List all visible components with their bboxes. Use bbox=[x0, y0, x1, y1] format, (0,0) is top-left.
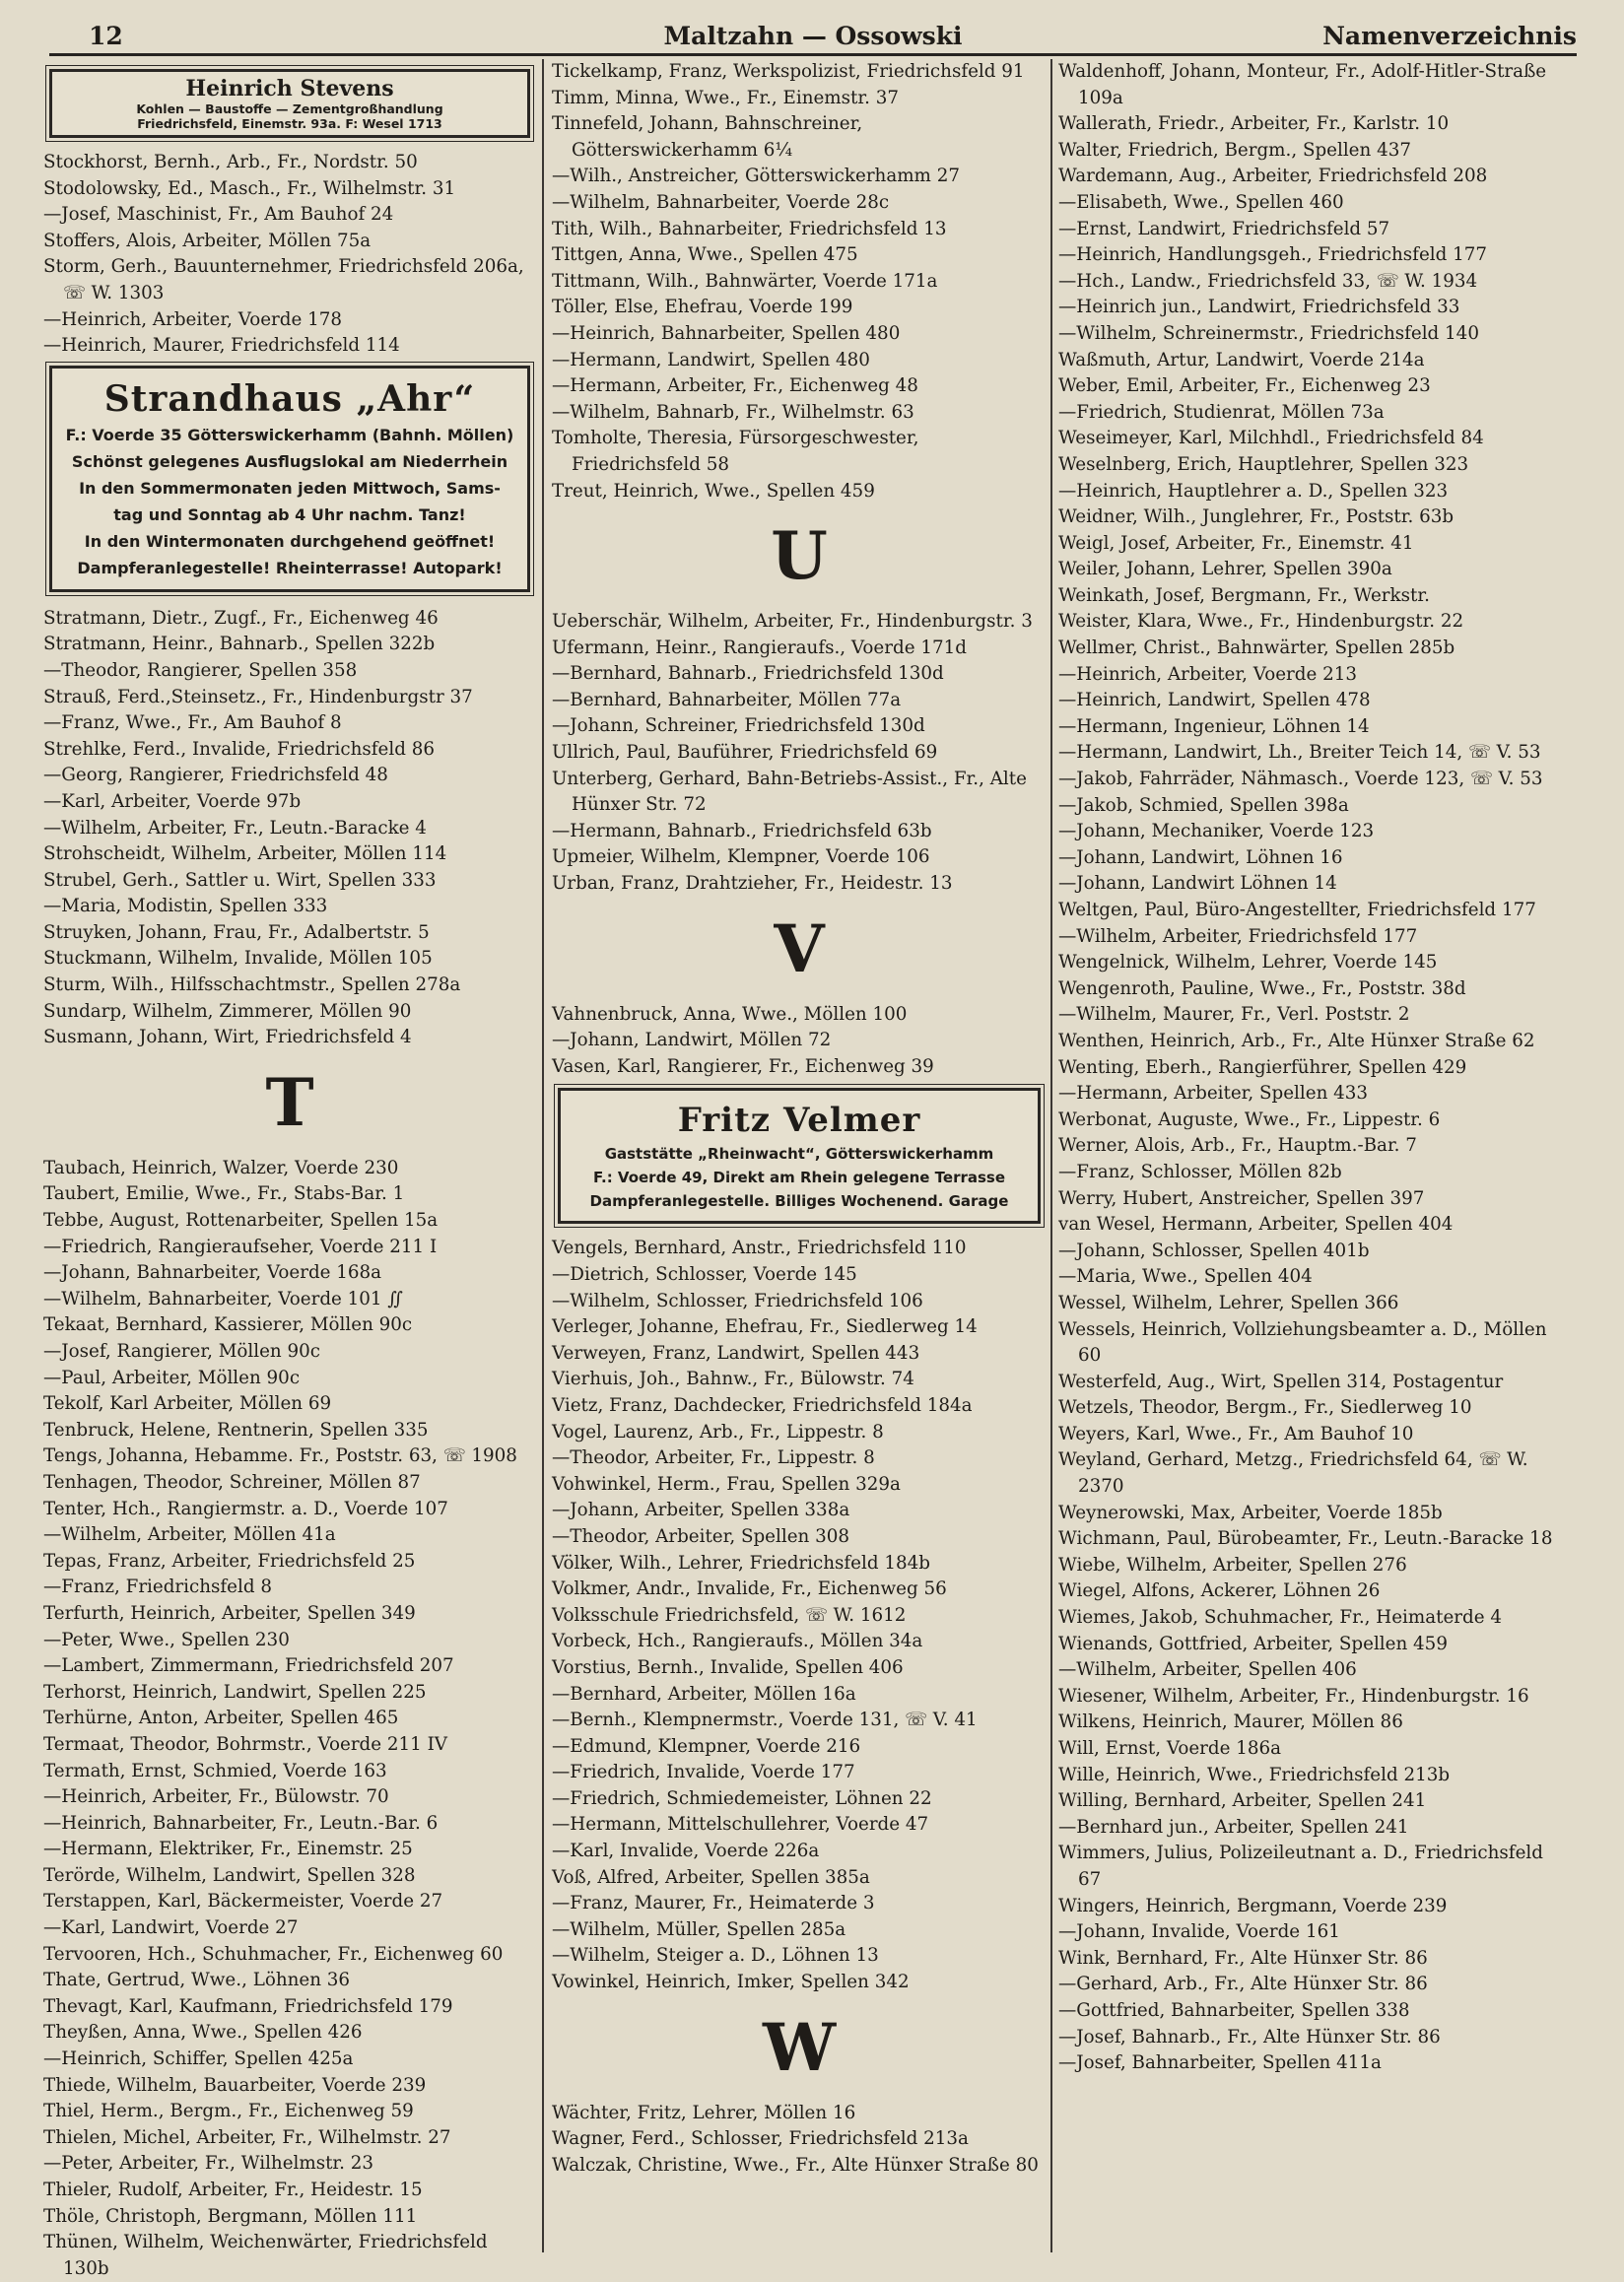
directory-entry: Tomholte, Theresia, Fürsorgeschwester, Friedrichsfeld 58 bbox=[552, 428, 919, 475]
directory-entry: Vahnenbruck, Anna, Wwe., Möllen 100 bbox=[552, 1003, 908, 1025]
entry-list bbox=[552, 1002, 1047, 1081]
directory-entry: —Friedrich, Rangieraufseher, Voerde 211 I bbox=[43, 1236, 438, 1257]
directory-entry: Wimmers, Julius, Polizeileutnant a. D., Friedrichsfeld 67 bbox=[1058, 1843, 1543, 1890]
column-divider bbox=[542, 59, 544, 2252]
directory-entry: Waldenhoff, Johann, Monteur, Fr., Adolf-Hitler-Straße 109a bbox=[1058, 61, 1547, 108]
directory-entry: —Johann, Landwirt, Löhnen 16 bbox=[1058, 846, 1343, 868]
directory-entry: —Heinrich, Arbeiter, Voerde 178 bbox=[43, 308, 343, 330]
directory-entry: Volkmer, Andr., Invalide, Fr., Eichenweg 56 bbox=[552, 1578, 947, 1600]
directory-entry: Wenthen, Heinrich, Arb., Fr., Alte Hünxer Straße 62 bbox=[1058, 1030, 1535, 1051]
directory-entry: Wiemes, Jakob, Schuhmacher, Fr., Heimaterde 4 bbox=[1058, 1607, 1502, 1629]
directory-entry: van Wesel, Hermann, Arbeiter, Spellen 404 bbox=[1058, 1214, 1454, 1236]
directory-entry: —Georg, Rangierer, Friedrichsfeld 48 bbox=[43, 765, 388, 786]
entry-list bbox=[43, 150, 536, 360]
directory-entry: —Gottfried, Bahnarbeiter, Spellen 338 bbox=[1058, 1999, 1410, 2021]
directory-entry: Wengelnick, Wilhelm, Lehrer, Voerde 145 bbox=[1058, 952, 1438, 973]
directory-entry: —Hermann, Arbeiter, Spellen 433 bbox=[1058, 1083, 1369, 1105]
ad-line: Schönst gelegenes Ausflugslokal am Niederrhein bbox=[71, 451, 508, 471]
directory-entry: —Hch., Landw., Friedrichsfeld 33, ☏ W. 1934 bbox=[1058, 270, 1478, 292]
directory-entry: Vasen, Karl, Rangierer, Fr., Eichenweg 39 bbox=[552, 1055, 934, 1077]
directory-entry: —Karl, Arbeiter, Voerde 97b bbox=[43, 790, 302, 812]
directory-entry: Willing, Bernhard, Arbeiter, Spellen 241 bbox=[1058, 1790, 1427, 1812]
directory-entry: Stodolowsky, Ed., Masch., Fr., Wilhelmstr. 31 bbox=[43, 177, 456, 199]
directory-entry: Thate, Gertrud, Wwe., Löhnen 36 bbox=[43, 1970, 351, 1991]
directory-entry: Sturm, Wilh., Hilfsschachtmstr., Spellen 278a bbox=[43, 974, 461, 996]
directory-entry: Vohwinkel, Herm., Frau, Spellen 329a bbox=[552, 1473, 901, 1495]
directory-entry: —Theodor, Rangierer, Spellen 358 bbox=[43, 659, 358, 681]
ad-line: Dampferanlegestelle! Rheinterrasse! Autopark! bbox=[77, 558, 503, 577]
directory-entry: Termath, Ernst, Schmied, Voerde 163 bbox=[43, 1760, 387, 1781]
directory-entry: —Hermann, Landwirt, Spellen 480 bbox=[552, 349, 870, 370]
directory-entry: —Hermann, Mittelschullehrer, Voerde 47 bbox=[552, 1814, 929, 1836]
section-letter-t: T bbox=[265, 1063, 314, 1141]
directory-entry: Terhürne, Anton, Arbeiter, Spellen 465 bbox=[43, 1708, 399, 1729]
ad-line: Kohlen — Baustoffe — Zementgroßhandlung bbox=[136, 101, 443, 116]
directory-entry: —Maria, Wwe., Spellen 404 bbox=[1058, 1266, 1313, 1288]
directory-entry: Weyland, Gerhard, Metzg., Friedrichsfeld 64, ☏ W. 2370 bbox=[1058, 1449, 1528, 1498]
directory-entry: Vorstius, Bernh., Invalide, Spellen 406 bbox=[552, 1656, 904, 1678]
directory-entry: Wichmann, Paul, Bürobeamter, Fr., Leutn.-Baracke 18 bbox=[1058, 1528, 1553, 1550]
directory-entry: —Josef, Bahnarb., Fr., Alte Hünxer Str. 86 bbox=[1058, 2026, 1441, 2047]
directory-entry: —Wilhelm, Arbeiter, Friedrichsfeld 177 bbox=[1058, 925, 1418, 947]
directory-entry: —Heinrich, Handlungsgeh., Friedrichsfeld 177 bbox=[1058, 244, 1488, 266]
directory-entry: Upmeier, Wilhelm, Klempner, Voerde 106 bbox=[552, 846, 930, 868]
directory-entry: —Heinrich, Arbeiter, Fr., Bülowstr. 70 bbox=[43, 1786, 389, 1808]
directory-entry: Wagner, Ferd., Schlosser, Friedrichsfeld 213a bbox=[552, 2128, 969, 2150]
directory-entry: —Karl, Invalide, Voerde 226a bbox=[552, 1841, 820, 1862]
directory-entry: Treut, Heinrich, Wwe., Spellen 459 bbox=[552, 480, 875, 502]
directory-entry: Wiebe, Wilhelm, Arbeiter, Spellen 276 bbox=[1058, 1554, 1407, 1576]
directory-entry: Thevagt, Karl, Kaufmann, Friedrichsfeld 179 bbox=[43, 1995, 453, 2017]
directory-entry: —Josef, Rangierer, Möllen 90c bbox=[43, 1341, 321, 1362]
directory-entry: Weselnberg, Erich, Hauptlehrer, Spellen 323 bbox=[1058, 453, 1469, 475]
directory-entry: —Peter, Wwe., Spellen 230 bbox=[43, 1629, 290, 1650]
directory-entry: Ullrich, Paul, Bauführer, Friedrichsfeld 69 bbox=[552, 742, 938, 764]
directory-entry: Termaat, Theodor, Bohrmstr., Voerde 211 IV bbox=[43, 1733, 448, 1755]
directory-entry: Vietz, Franz, Dachdecker, Friedrichsfeld 184a bbox=[552, 1394, 973, 1416]
ad-line: Friedrichsfeld, Einemstr. 93a. F: Wesel 1713 bbox=[137, 116, 442, 131]
section-title: Namenverzeichnis bbox=[1322, 22, 1577, 50]
directory-entry: Terörde, Wilhelm, Landwirt, Spellen 328 bbox=[43, 1864, 416, 1886]
ad-line: Dampferanlegestelle. Billiges Wochenend. Garage bbox=[589, 1192, 1009, 1211]
directory-entry: Struyken, Johann, Frau, Fr., Adalbertstr. 5 bbox=[43, 921, 430, 943]
directory-entry: Walter, Friedrich, Bergm., Spellen 437 bbox=[1058, 139, 1411, 161]
directory-entry: —Wilhelm, Maurer, Fr., Verl. Poststr. 2 bbox=[1058, 1004, 1410, 1026]
page-header bbox=[49, 20, 1577, 56]
directory-entry: —Franz, Maurer, Fr., Heimaterde 3 bbox=[552, 1893, 875, 1914]
page-number: 12 bbox=[89, 22, 123, 50]
directory-entry: Völker, Wilh., Lehrer, Friedrichsfeld 184b bbox=[552, 1552, 930, 1574]
directory-entry: —Wilhelm, Müller, Spellen 285a bbox=[552, 1918, 846, 1940]
directory-entry: —Friedrich, Schmiedemeister, Löhnen 22 bbox=[552, 1787, 932, 1809]
directory-entry: Waßmuth, Artur, Landwirt, Voerde 214a bbox=[1058, 349, 1425, 370]
directory-entry: Terstappen, Karl, Bäckermeister, Voerde 27 bbox=[43, 1891, 443, 1913]
directory-entry: Tengs, Johanna, Hebamme. Fr., Poststr. 63, ☏ 1908 bbox=[43, 1445, 517, 1467]
column-3 bbox=[1058, 59, 1557, 2258]
directory-entry: Wink, Bernhard, Fr., Alte Hünxer Str. 86 bbox=[1058, 1947, 1428, 1969]
directory-entry: —Bernhard jun., Arbeiter, Spellen 241 bbox=[1058, 1816, 1409, 1838]
advertisement-stevens bbox=[49, 69, 530, 138]
directory-entry: Werbonat, Auguste, Wwe., Fr., Lippestr. 6 bbox=[1058, 1108, 1441, 1130]
directory-entry: —Wilhelm, Arbeiter, Spellen 406 bbox=[1058, 1659, 1357, 1681]
directory-entry: Voß, Alfred, Arbeiter, Spellen 385a bbox=[552, 1866, 870, 1888]
directory-entry: —Johann, Arbeiter, Spellen 338a bbox=[552, 1500, 850, 1521]
directory-entry: Sundarp, Wilhelm, Zimmerer, Möllen 90 bbox=[43, 1000, 412, 1022]
directory-entry: Weseimeyer, Karl, Milchhdl., Friedrichsfeld 84 bbox=[1058, 428, 1484, 449]
directory-entry: —Wilhelm, Schreinermstr., Friedrichsfeld 140 bbox=[1058, 322, 1479, 344]
ad-name: Heinrich Stevens bbox=[185, 76, 394, 101]
directory-entry: —Hermann, Elektriker, Fr., Einemstr. 25 bbox=[43, 1839, 413, 1860]
directory-entry: Taubert, Emilie, Wwe., Fr., Stabs-Bar. 1 bbox=[43, 1183, 405, 1205]
directory-entry: Vogel, Laurenz, Arb., Fr., Lippestr. 8 bbox=[552, 1421, 884, 1443]
directory-entry: —Bernhard, Arbeiter, Möllen 16a bbox=[552, 1683, 856, 1705]
directory-entry: Vengels, Bernhard, Anstr., Friedrichsfeld 110 bbox=[552, 1238, 967, 1259]
directory-entry: Wienands, Gottfried, Arbeiter, Spellen 459 bbox=[1058, 1633, 1448, 1654]
directory-entry: —Josef, Bahnarbeiter, Spellen 411a bbox=[1058, 2052, 1382, 2074]
directory-entry: Volksschule Friedrichsfeld, ☏ W. 1612 bbox=[552, 1604, 907, 1626]
directory-entry: Tenbruck, Helene, Rentnerin, Spellen 335 bbox=[43, 1419, 429, 1441]
directory-entry: —Johann, Invalide, Voerde 161 bbox=[1058, 1921, 1340, 1943]
directory-entry: Stratmann, Dietr., Zugf., Fr., Eichenweg 46 bbox=[43, 607, 439, 629]
directory-entry: Weiler, Johann, Lehrer, Spellen 390a bbox=[1058, 559, 1392, 580]
directory-entry: Theyßen, Anna, Wwe., Spellen 426 bbox=[43, 2022, 363, 2044]
advertisement-fritz-velmer bbox=[558, 1088, 1041, 1224]
directory-entry: —Peter, Arbeiter, Fr., Wilhelmstr. 23 bbox=[43, 2153, 374, 2175]
directory-entry: Wellmer, Christ., Bahnwärter, Spellen 285b bbox=[1058, 638, 1455, 659]
directory-entry: Terfurth, Heinrich, Arbeiter, Spellen 349 bbox=[43, 1602, 416, 1624]
ad-line: Gaststätte „Rheinwacht“, Götterswickerhamm bbox=[604, 1145, 994, 1164]
directory-entry: Westerfeld, Aug., Wirt, Spellen 314, Postagentur bbox=[1058, 1371, 1504, 1392]
directory-entry: Tittmann, Wilh., Bahnwärter, Voerde 171a bbox=[552, 270, 938, 292]
directory-entry: —Johann, Schlosser, Spellen 401b bbox=[1058, 1240, 1370, 1261]
directory-entry: —Dietrich, Schlosser, Voerde 145 bbox=[552, 1264, 857, 1285]
directory-entry: —Jakob, Fahrräder, Nähmasch., Voerde 123, ☏ V. 53 bbox=[1058, 769, 1543, 790]
directory-entry: Walczak, Christine, Wwe., Fr., Alte Hünxer Straße 80 bbox=[552, 2154, 1039, 2176]
directory-entry: —Bernhard, Bahnarb., Friedrichsfeld 130d bbox=[552, 663, 944, 685]
ad-line: tag und Sonntag ab 4 Uhr nachm. Tanz! bbox=[113, 504, 466, 524]
directory-entry: —Wilhelm, Arbeiter, Möllen 41a bbox=[43, 1524, 336, 1546]
directory-entry: Tittgen, Anna, Wwe., Spellen 475 bbox=[552, 244, 858, 266]
directory-entry: —Josef, Maschinist, Fr., Am Bauhof 24 bbox=[43, 204, 394, 226]
directory-entry: Ufermann, Heinr., Rangieraufs., Voerde 171d bbox=[552, 637, 967, 658]
directory-entry: Terhorst, Heinrich, Landwirt, Spellen 225 bbox=[43, 1681, 427, 1703]
directory-entry: Verleger, Johanne, Ehefrau, Fr., Siedlerweg 14 bbox=[552, 1316, 978, 1338]
section-letter-v: V bbox=[774, 909, 825, 987]
directory-entry: Tepas, Franz, Arbeiter, Friedrichsfeld 25 bbox=[43, 1550, 416, 1572]
directory-entry: Strehlke, Ferd., Invalide, Friedrichsfeld 86 bbox=[43, 738, 435, 760]
directory-entry: Werner, Alois, Arb., Fr., Hauptm.-Bar. 7 bbox=[1058, 1135, 1417, 1157]
directory-entry: Wessels, Heinrich, Vollziehungsbeamter a. D., Möllen 60 bbox=[1058, 1318, 1547, 1367]
directory-entry: Strohscheidt, Wilhelm, Arbeiter, Möllen 114 bbox=[43, 843, 447, 865]
directory-entry: —Elisabeth, Wwe., Spellen 460 bbox=[1058, 191, 1344, 213]
directory-entry: Ueberschär, Wilhelm, Arbeiter, Fr., Hindenburgstr. 3 bbox=[552, 611, 1033, 633]
directory-entry: —Ernst, Landwirt, Friedrichsfeld 57 bbox=[1058, 218, 1390, 239]
directory-entry: —Hermann, Bahnarb., Friedrichsfeld 63b bbox=[552, 820, 932, 841]
ad-line: F.: Voerde 35 Götterswickerhamm (Bahnh. Möllen) bbox=[65, 425, 514, 444]
directory-entry: —Wilh., Anstreicher, Götterswickerhamm 27 bbox=[552, 166, 960, 187]
directory-entry: Vierhuis, Joh., Bahnw., Fr., Bülowstr. 74 bbox=[552, 1369, 914, 1390]
directory-entry: —Wilhelm, Schlosser, Friedrichsfeld 106 bbox=[552, 1290, 923, 1311]
directory-entry: —Heinrich, Arbeiter, Voerde 213 bbox=[1058, 663, 1358, 685]
directory-entry: Stuckmann, Wilhelm, Invalide, Möllen 105 bbox=[43, 948, 433, 970]
directory-entry: Timm, Minna, Wwe., Fr., Einemstr. 37 bbox=[552, 87, 899, 108]
directory-entry: Weidner, Wilh., Junglehrer, Fr., Poststr. 63b bbox=[1058, 506, 1455, 528]
directory-entry: Taubach, Heinrich, Walzer, Voerde 230 bbox=[43, 1157, 399, 1178]
directory-entry: —Lambert, Zimmermann, Friedrichsfeld 207 bbox=[43, 1655, 454, 1677]
directory-entry: Tebbe, August, Rottenarbeiter, Spellen 15a bbox=[43, 1210, 439, 1232]
ad-name: Strandhaus „Ahr“ bbox=[103, 377, 476, 420]
directory-entry: Urban, Franz, Drahtzieher, Fr., Heidestr. 13 bbox=[552, 873, 953, 895]
directory-entry: Töller, Else, Ehefrau, Voerde 199 bbox=[552, 297, 853, 318]
entry-list bbox=[552, 609, 1047, 898]
directory-entry: Wallerath, Friedr., Arbeiter, Fr., Karlstr. 10 bbox=[1058, 113, 1450, 135]
directory-entry: —Maria, Modistin, Spellen 333 bbox=[43, 896, 328, 917]
entry-list bbox=[1058, 59, 1557, 2077]
directory-entry: Strubel, Gerh., Sattler u. Wirt, Spellen 333 bbox=[43, 869, 437, 891]
directory-entry: —Johann, Landwirt, Möllen 72 bbox=[552, 1030, 832, 1051]
directory-entry: Thöle, Christoph, Bergmann, Möllen 111 bbox=[43, 2205, 418, 2227]
directory-entry: Weister, Klara, Wwe., Fr., Hindenburgstr. 22 bbox=[1058, 611, 1464, 633]
column-divider bbox=[1050, 59, 1052, 2252]
directory-entry: —Karl, Landwirt, Voerde 27 bbox=[43, 1917, 299, 1939]
directory-entry: Wardemann, Aug., Arbeiter, Friedrichsfeld 208 bbox=[1058, 166, 1488, 187]
directory-entry: Stoffers, Alois, Arbeiter, Möllen 75a bbox=[43, 230, 372, 251]
directory-entry: Tenhagen, Theodor, Schreiner, Möllen 87 bbox=[43, 1471, 421, 1493]
entry-list bbox=[552, 59, 1047, 504]
entry-list bbox=[552, 1236, 1047, 1995]
directory-entry: Wengenroth, Pauline, Wwe., Fr., Poststr. 38d bbox=[1058, 977, 1466, 999]
directory-entry: Tinnefeld, Johann, Bahnschreiner, Götterswickerhamm 6¼ bbox=[552, 113, 863, 161]
directory-entry: —Franz, Schlosser, Möllen 82b bbox=[1058, 1161, 1342, 1182]
directory-entry: Weynerowski, Max, Arbeiter, Voerde 185b bbox=[1058, 1502, 1443, 1523]
directory-entry: —Heinrich, Bahnarbeiter, Spellen 480 bbox=[552, 322, 901, 344]
directory-entry: Vorbeck, Hch., Rangieraufs., Möllen 34a bbox=[552, 1631, 923, 1652]
directory-entry: Storm, Gerh., Bauunternehmer, Friedrichsfeld 206a, ☏ W. 1303 bbox=[43, 256, 524, 303]
directory-entry: Thiel, Herm., Bergm., Fr., Eichenweg 59 bbox=[43, 2101, 414, 2122]
directory-entry: Weigl, Josef, Arbeiter, Fr., Einemstr. 41 bbox=[1058, 532, 1414, 554]
directory-entry: Werry, Hubert, Anstreicher, Spellen 397 bbox=[1058, 1187, 1425, 1209]
directory-entry: —Friedrich, Studienrat, Möllen 73a bbox=[1058, 401, 1385, 423]
directory-entry: —Wilhelm, Bahnarbeiter, Voerde 101 ∬ bbox=[43, 1288, 403, 1309]
directory-entry: Tervooren, Hch., Schuhmacher, Fr., Eichenweg 60 bbox=[43, 1943, 504, 1965]
directory-entry: —Wilhelm, Bahnarb, Fr., Wilhelmstr. 63 bbox=[552, 401, 914, 423]
entry-list bbox=[552, 2101, 1047, 2180]
directory-entry: Tith, Wilh., Bahnarbeiter, Friedrichsfeld 13 bbox=[552, 218, 947, 239]
directory-entry: Weltgen, Paul, Büro-Angestellter, Friedrichsfeld 177 bbox=[1058, 900, 1536, 920]
directory-entry: Weinkath, Josef, Bergmann, Fr., Werkstr. bbox=[1058, 584, 1430, 606]
directory-entry: Vowinkel, Heinrich, Imker, Spellen 342 bbox=[552, 1972, 910, 1993]
directory-entry: Verweyen, Franz, Landwirt, Spellen 443 bbox=[552, 1342, 920, 1364]
directory-entry: —Hermann, Arbeiter, Fr., Eichenweg 48 bbox=[552, 375, 918, 397]
directory-entry: —Johann, Mechaniker, Voerde 123 bbox=[1058, 821, 1375, 842]
directory-entry: Will, Ernst, Voerde 186a bbox=[1058, 1738, 1282, 1759]
directory-entry: Strauß, Ferd.,Steinsetz., Fr., Hindenburgstr 37 bbox=[43, 686, 473, 707]
directory-entry: —Jakob, Schmied, Spellen 398a bbox=[1058, 794, 1349, 816]
directory-entry: —Franz, Friedrichsfeld 8 bbox=[43, 1577, 272, 1598]
directory-entry: Wenting, Eberh., Rangierführer, Spellen 429 bbox=[1058, 1056, 1467, 1078]
directory-entry: —Gerhard, Arb., Fr., Alte Hünxer Str. 86 bbox=[1058, 1974, 1428, 1995]
directory-entry: —Hermann, Ingenieur, Löhnen 14 bbox=[1058, 715, 1370, 737]
directory-entry: —Heinrich, Hauptlehrer a. D., Spellen 323 bbox=[1058, 480, 1449, 502]
section-letter-u: U bbox=[771, 517, 828, 595]
ad-line: In den Sommermonaten jeden Mittwoch, Sams- bbox=[79, 478, 501, 498]
directory-entry: —Theodor, Arbeiter, Spellen 308 bbox=[552, 1525, 849, 1547]
directory-entry: Susmann, Johann, Wirt, Friedrichsfeld 4 bbox=[43, 1027, 412, 1048]
directory-entry: Wächter, Fritz, Lehrer, Möllen 16 bbox=[552, 2102, 856, 2123]
directory-entry: Thieler, Rudolf, Arbeiter, Fr., Heidestr. 15 bbox=[43, 2180, 423, 2200]
directory-entry: Weber, Emil, Arbeiter, Fr., Eichenweg 23 bbox=[1058, 375, 1431, 397]
entry-list bbox=[43, 1156, 536, 2282]
directory-entry: —Bernh., Klempnermstr., Voerde 131, ☏ V. 41 bbox=[552, 1710, 978, 1731]
ad-line: In den Wintermonaten durchgehend geöffnet! bbox=[84, 531, 496, 551]
directory-entry: —Wilhelm, Bahnarbeiter, Voerde 28c bbox=[552, 191, 890, 213]
directory-entry: —Paul, Arbeiter, Möllen 90c bbox=[43, 1367, 301, 1388]
directory-entry: —Heinrich, Bahnarbeiter, Fr., Leutn.-Bar. 6 bbox=[43, 1812, 439, 1834]
directory-entry: Wiegel, Alfons, Ackerer, Löhnen 26 bbox=[1058, 1580, 1381, 1602]
directory-entry: Wingers, Heinrich, Bergmann, Voerde 239 bbox=[1058, 1895, 1448, 1916]
directory-entry: —Heinrich, Maurer, Friedrichsfeld 114 bbox=[43, 335, 400, 357]
directory-entry: Weyers, Karl, Wwe., Fr., Am Bauhof 10 bbox=[1058, 1423, 1414, 1444]
directory-entry: —Johann, Schreiner, Friedrichsfeld 130d bbox=[552, 715, 925, 737]
directory-entry: Thünen, Wilhelm, Weichenwärter, Friedrichsfeld 130b bbox=[43, 2232, 488, 2279]
directory-entry: —Bernhard, Bahnarbeiter, Möllen 77a bbox=[552, 689, 902, 710]
directory-entry: Tekolf, Karl Arbeiter, Möllen 69 bbox=[43, 1393, 332, 1415]
directory-entry: Thiede, Wilhelm, Bauarbeiter, Voerde 239 bbox=[43, 2074, 427, 2096]
directory-entry: —Hermann, Landwirt, Lh., Breiter Teich 14, ☏ V. 53 bbox=[1058, 742, 1541, 764]
section-letter-w: W bbox=[762, 2008, 837, 2086]
directory-entry: —Johann, Landwirt Löhnen 14 bbox=[1058, 873, 1337, 895]
directory-entry: —Edmund, Klempner, Voerde 216 bbox=[552, 1735, 861, 1757]
directory-entry: Stratmann, Heinr., Bahnarb., Spellen 322b bbox=[43, 634, 436, 655]
directory-entry: Wiesener, Wilhelm, Arbeiter, Fr., Hindenburgstr. 16 bbox=[1058, 1685, 1529, 1707]
directory-entry: Wilkens, Heinrich, Maurer, Möllen 86 bbox=[1058, 1712, 1403, 1733]
directory-entry: —Wilhelm, Steiger a. D., Löhnen 13 bbox=[552, 1945, 879, 1967]
directory-entry: Tenter, Hch., Rangiermstr. a. D., Voerde 107 bbox=[43, 1498, 448, 1519]
directory-entry: —Theodor, Arbeiter, Fr., Lippestr. 8 bbox=[552, 1447, 875, 1469]
ad-name: Fritz Velmer bbox=[677, 1101, 921, 1141]
directory-entry: Unterberg, Gerhard, Bahn-Betriebs-Assist., Fr., Alte Hünxer Str. 72 bbox=[552, 768, 1027, 816]
column-2 bbox=[552, 59, 1047, 2258]
directory-entry: —Wilhelm, Arbeiter, Fr., Leutn.-Baracke 4 bbox=[43, 817, 427, 839]
advertisement-strandhaus-ahr bbox=[49, 366, 530, 592]
directory-entry: —Friedrich, Invalide, Voerde 177 bbox=[552, 1762, 855, 1783]
directory-entry: —Heinrich, Schiffer, Spellen 425a bbox=[43, 2048, 354, 2070]
directory-entry: Stockhorst, Bernh., Arb., Fr., Nordstr. 50 bbox=[43, 152, 418, 172]
entry-list bbox=[43, 606, 536, 1051]
name-range: Maltzahn — Ossowski bbox=[663, 22, 963, 50]
directory-entry: Tekaat, Bernhard, Kassierer, Möllen 90c bbox=[43, 1314, 413, 1336]
directory-entry: —Heinrich, Landwirt, Spellen 478 bbox=[1058, 690, 1371, 711]
directory-entry: —Franz, Wwe., Fr., Am Bauhof 8 bbox=[43, 712, 342, 734]
column-1 bbox=[43, 59, 536, 2279]
directory-entry: Wessel, Wilhelm, Lehrer, Spellen 366 bbox=[1058, 1292, 1399, 1313]
directory-entry: Thielen, Michel, Arbeiter, Fr., Wilhelmstr. 27 bbox=[43, 2126, 451, 2148]
ad-line: F.: Voerde 49, Direkt am Rhein gelegene Terrasse bbox=[592, 1169, 1006, 1187]
directory-entry: Wetzels, Theodor, Bergm., Fr., Siedlerweg 10 bbox=[1058, 1397, 1472, 1419]
directory-entry: —Johann, Bahnarbeiter, Voerde 168a bbox=[43, 1262, 382, 1284]
directory-entry: Tickelkamp, Franz, Werkspolizist, Friedrichsfeld 91 bbox=[552, 61, 1025, 82]
directory-entry: —Heinrich jun., Landwirt, Friedrichsfeld 33 bbox=[1058, 297, 1460, 318]
directory-entry: Wille, Heinrich, Wwe., Friedrichsfeld 213b bbox=[1058, 1764, 1451, 1785]
